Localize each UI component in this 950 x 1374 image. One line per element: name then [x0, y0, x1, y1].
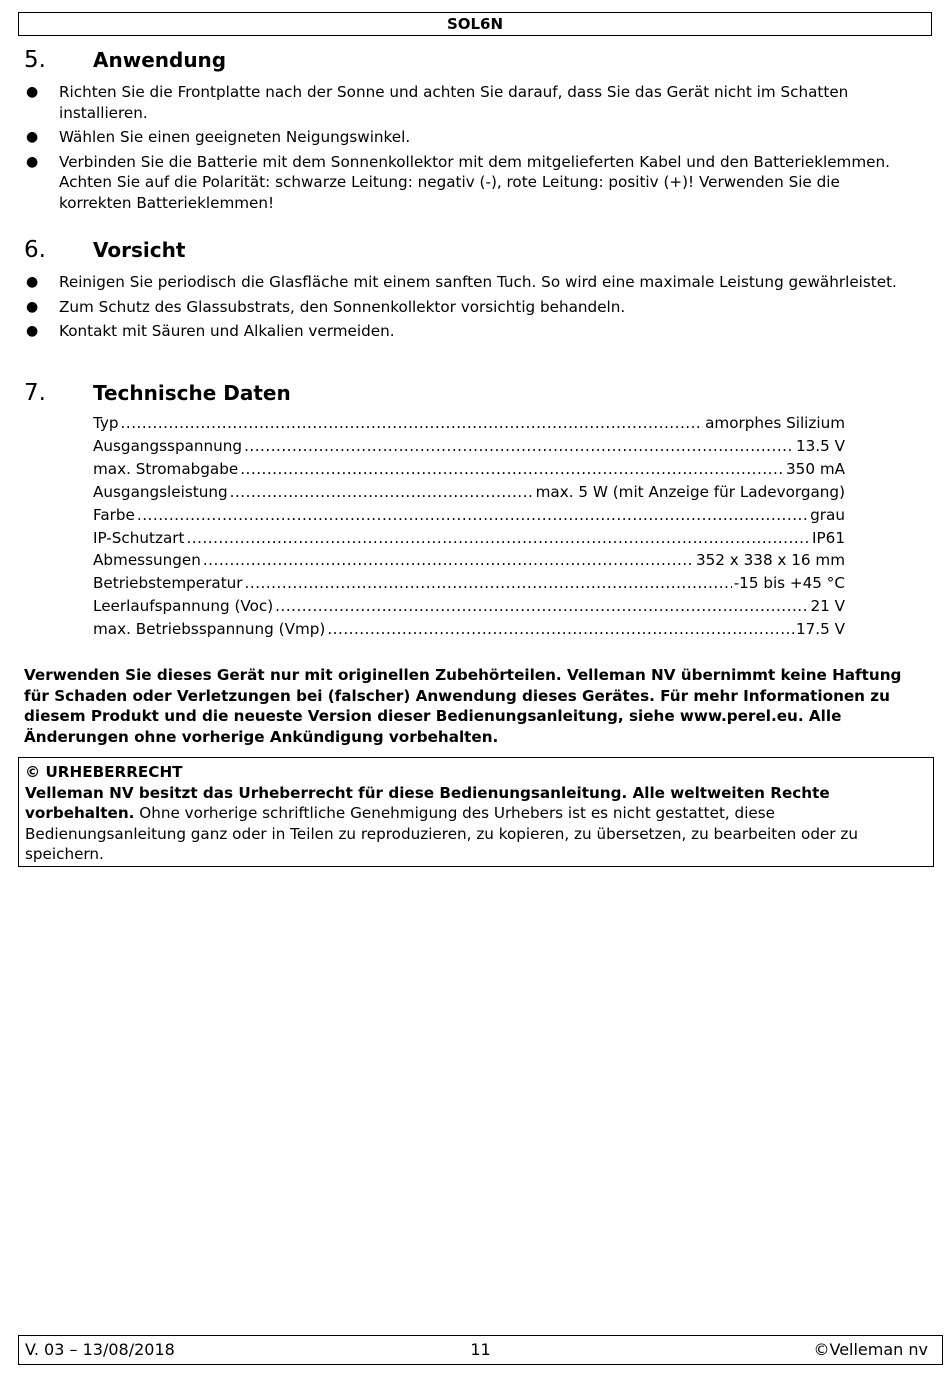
- spec-row: [93, 572, 845, 595]
- list-item: ● Richten Sie die Frontplatte nach der Sonne und achten Sie darauf, dass Sie das Gerät nicht im Schatten installieren.: [26, 83, 849, 122]
- section-anwendung: [24, 45, 904, 217]
- spec-label: Ausgangsspannung: [93, 436, 243, 455]
- spec-row: [93, 458, 845, 481]
- list-item: ● Reinigen Sie periodisch die Glasfläche mit einem sanften Tuch. So wird eine maximale Leistung gewährleistet.: [26, 273, 897, 291]
- list-item: ● Wählen Sie einen geeigneten Neigungswinkel.: [26, 128, 411, 146]
- dot-leader: [240, 458, 784, 481]
- spec-row: [93, 527, 845, 550]
- spec-row: [93, 595, 845, 618]
- usage-notice: Verwenden Sie dieses Gerät nur mit originellen Zubehörteilen. Velleman NV übernimmt keine Haftung für Schaden oder Verletzungen bei (falscher) Anwendung dieses Gerätes. Für mehr Informationen zu diesem Produkt und die neueste Version dieser Bedienungsanleitung, siehe www.perel.eu. Alle Änderungen ohne vorherige Ankündigung vorbehalten.: [24, 666, 902, 746]
- page-number: 11: [470, 1340, 491, 1359]
- section-vorsicht: [24, 235, 904, 346]
- spec-label: IP-Schutzart: [93, 528, 185, 547]
- list-item: ● Verbinden Sie die Batterie mit dem Sonnenkollektor mit dem mitgelieferten Kabel und den Batterieklemmen. Achten Sie auf die Polarität: schwarze Leitung: negativ (-), rote Leitung: positiv (+)! Verwenden Sie die korrekten Batterieklemmen!: [26, 152, 890, 212]
- spec-label: Farbe: [93, 505, 135, 524]
- bullet-list: [24, 82, 904, 213]
- section-number: 7.: [24, 380, 46, 406]
- section-heading: [24, 235, 904, 265]
- section-title: Technische Daten: [93, 381, 291, 405]
- document-header: [18, 12, 932, 36]
- section-heading: [24, 378, 904, 408]
- section-number: 5.: [24, 47, 46, 73]
- list-item: ● Zum Schutz des Glassubstrats, den Sonnenkollektor vorsichtig behandeln.: [26, 297, 626, 316]
- section-title: Anwendung: [93, 48, 227, 72]
- bullet-icon: ●: [26, 274, 39, 290]
- spec-label: Typ: [93, 414, 119, 432]
- spec-row: [93, 504, 845, 527]
- spec-row: [93, 549, 845, 572]
- section-number: 6.: [24, 237, 46, 263]
- spec-value: grau: [810, 505, 845, 524]
- section-technische-daten: [24, 378, 904, 408]
- spec-value: 352 x 338 x 16 mm: [695, 551, 845, 570]
- spec-value: 13.5 V: [795, 436, 845, 455]
- dot-leader: [121, 412, 704, 435]
- spec-label: max. Betriebsspannung (Vmp): [93, 620, 326, 639]
- copyright-bold-text: Velleman NV besitzt das Urheberrecht für diese Bedienungsanleitung. Alle weltweiten Rechte vorbehalten.: [25, 783, 830, 822]
- dot-leader: [137, 504, 808, 527]
- spec-row: [93, 412, 845, 435]
- spec-table: [93, 412, 845, 641]
- spec-row: [93, 618, 845, 641]
- spec-row: [93, 481, 845, 504]
- bullet-icon: ●: [26, 129, 39, 145]
- dot-leader: [186, 527, 810, 550]
- section-heading: [24, 45, 904, 75]
- dot-leader: [244, 435, 794, 458]
- spec-value: amorphes Silizium: [705, 414, 845, 432]
- spec-value: -15 bis +45 °C: [733, 574, 845, 593]
- dot-leader: [245, 572, 732, 595]
- dot-leader: [230, 481, 534, 504]
- copyright-heading: © URHEBERRECHT: [25, 763, 183, 781]
- section-title: Vorsicht: [93, 238, 186, 262]
- bullet-icon: ●: [26, 323, 39, 339]
- spec-label: Ausgangsleistung: [93, 482, 228, 501]
- footer-version: V. 03 – 13/08/2018: [25, 1340, 175, 1359]
- product-code: SOL6N: [446, 15, 504, 33]
- dot-leader: [203, 549, 694, 572]
- list-item: ● Kontakt mit Säuren und Alkalien vermeiden.: [26, 322, 395, 340]
- spec-label: Leerlaufspannung (Voc): [93, 597, 274, 616]
- copyright-text: [25, 783, 927, 865]
- bullet-icon: ●: [26, 298, 39, 315]
- bullet-icon: ●: [26, 153, 39, 170]
- spec-value: 21 V: [810, 597, 845, 616]
- copyright-body-text: Ohne vorherige schriftliche Genehmigung des Urhebers ist es nicht gestattet, diese Bedienungsanleitung ganz oder in Teilen zu reproduzieren, zu kopieren, zu übersetzen, zu bearbeiten oder zu speichern.: [25, 804, 858, 863]
- copyright-box: [18, 757, 934, 867]
- dot-leader: [275, 595, 808, 618]
- spec-value: 17.5 V: [795, 620, 845, 639]
- spec-value: max. 5 W (mit Anzeige für Ladevorgang): [535, 482, 845, 501]
- spec-label: Abmessungen: [93, 551, 201, 570]
- bullet-icon: ●: [26, 84, 39, 100]
- footer-company: ©Velleman nv: [813, 1340, 928, 1359]
- spec-label: Betriebstemperatur: [93, 574, 243, 593]
- spec-value: IP61: [812, 528, 845, 547]
- document-footer: [18, 1335, 943, 1365]
- bullet-list: [24, 272, 904, 342]
- spec-label: max. Stromabgabe: [93, 459, 239, 478]
- dot-leader: [327, 618, 794, 641]
- spec-value: 350 mA: [786, 459, 845, 478]
- spec-row: [93, 435, 845, 458]
